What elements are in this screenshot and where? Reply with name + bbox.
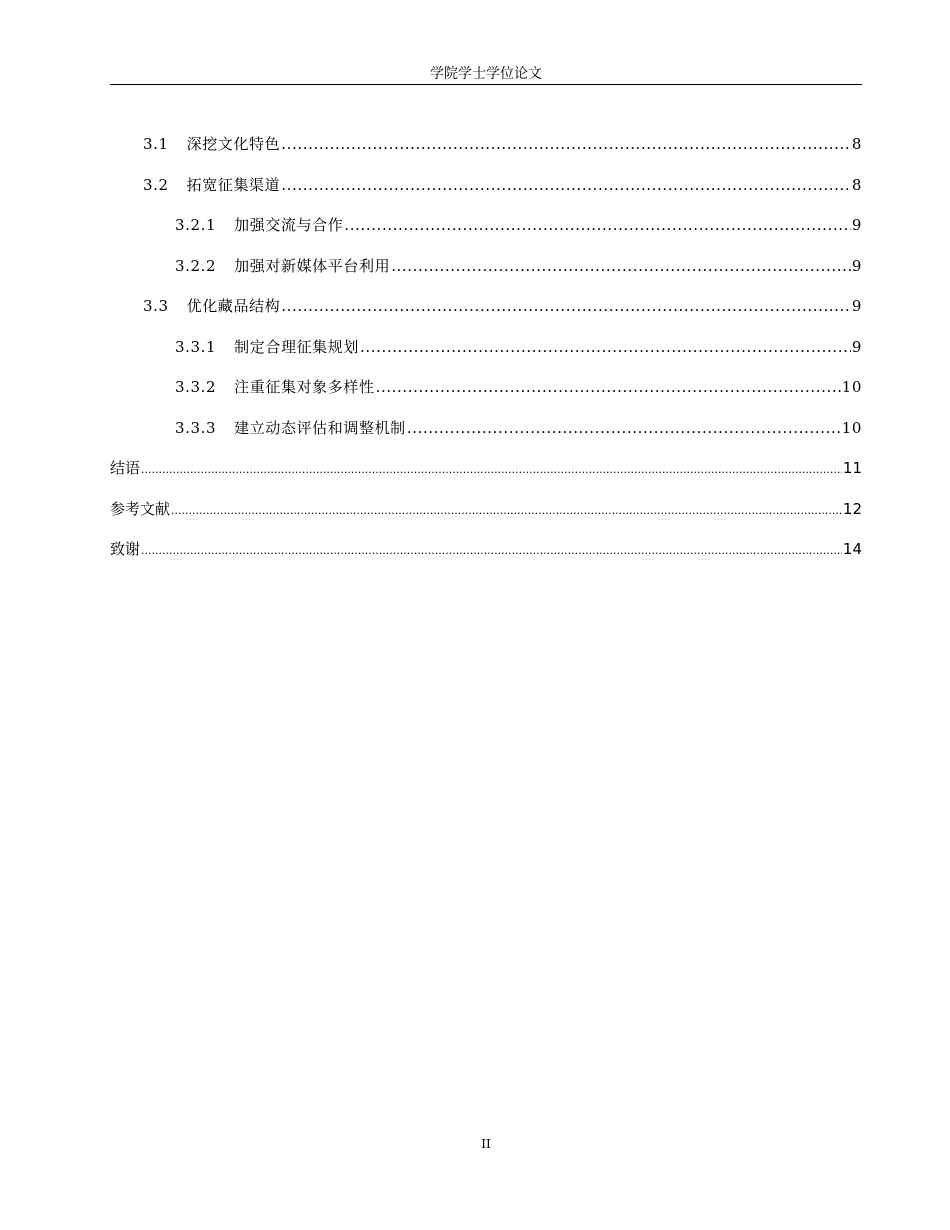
toc-entry-title: 拓宽征集渠道 bbox=[186, 175, 281, 194]
toc-entry-number: 3.3.3 bbox=[175, 418, 217, 437]
toc-entry-page: 8 bbox=[851, 175, 862, 194]
header-divider bbox=[110, 84, 862, 85]
toc-entry-number: 3.3 bbox=[143, 297, 169, 315]
dot-leader bbox=[407, 416, 841, 440]
toc-entry-page: 10 bbox=[841, 418, 862, 437]
toc-entry-number: 3.2.2 bbox=[175, 256, 217, 275]
toc-entry-3-3-2[interactable] bbox=[110, 375, 862, 416]
dot-leader bbox=[171, 499, 842, 523]
dot-leader bbox=[344, 213, 850, 237]
toc-entry-3-2-2[interactable] bbox=[110, 254, 862, 295]
toc-entry-3-1[interactable] bbox=[110, 132, 862, 173]
toc-entry-title: 结语 bbox=[110, 459, 141, 477]
toc-entry-title: 制定合理征集规划 bbox=[234, 337, 359, 356]
toc-entry-3-3-1[interactable] bbox=[110, 335, 862, 376]
toc-entry-3-2-1[interactable] bbox=[110, 213, 862, 254]
dot-leader bbox=[281, 132, 851, 156]
toc-entry-title: 致谢 bbox=[110, 540, 141, 558]
dot-leader bbox=[281, 294, 851, 318]
toc-entry-title: 加强交流与合作 bbox=[234, 216, 344, 234]
dot-leader bbox=[141, 539, 842, 563]
toc-entry-3-3-3[interactable] bbox=[110, 416, 862, 457]
toc-entry-title: 优化藏品结构 bbox=[186, 297, 281, 315]
dot-leader bbox=[360, 335, 851, 359]
toc-entry-page: 9 bbox=[851, 297, 862, 315]
table-of-contents bbox=[110, 132, 862, 578]
toc-entry-references[interactable] bbox=[110, 497, 862, 538]
toc-entry-title: 参考文献 bbox=[110, 499, 171, 518]
toc-entry-page: 9 bbox=[851, 256, 862, 275]
toc-entry-page: 14 bbox=[842, 540, 862, 558]
toc-entry-page: 9 bbox=[851, 216, 862, 234]
toc-entry-number: 3.3.1 bbox=[175, 337, 217, 356]
toc-entry-3-2[interactable] bbox=[110, 173, 862, 214]
dot-leader bbox=[391, 254, 851, 278]
toc-entry-conclusion[interactable] bbox=[110, 456, 862, 497]
dot-leader bbox=[281, 173, 851, 197]
dot-leader bbox=[376, 375, 841, 399]
toc-entry-page: 9 bbox=[851, 337, 862, 356]
toc-entry-number: 3.2.1 bbox=[175, 216, 217, 234]
toc-entry-title: 加强对新媒体平台利用 bbox=[234, 256, 391, 275]
dot-leader bbox=[141, 458, 842, 482]
page-header: 学院学士学位论文 bbox=[430, 66, 542, 82]
toc-entry-page: 12 bbox=[842, 499, 862, 518]
toc-entry-title: 建立动态评估和调整机制 bbox=[234, 418, 406, 437]
toc-entry-acknowledgements[interactable] bbox=[110, 537, 862, 578]
toc-entry-page: 11 bbox=[842, 459, 862, 477]
toc-entry-page: 8 bbox=[851, 135, 862, 153]
toc-entry-number: 3.3.2 bbox=[175, 378, 217, 396]
toc-entry-number: 3.2 bbox=[143, 175, 169, 194]
page-number: II bbox=[481, 1137, 491, 1151]
toc-entry-3-3[interactable] bbox=[110, 294, 862, 335]
toc-entry-number: 3.1 bbox=[143, 135, 169, 153]
toc-entry-title: 深挖文化特色 bbox=[186, 135, 281, 153]
toc-entry-title: 注重征集对象多样性 bbox=[234, 378, 375, 396]
toc-entry-page: 10 bbox=[841, 378, 862, 396]
